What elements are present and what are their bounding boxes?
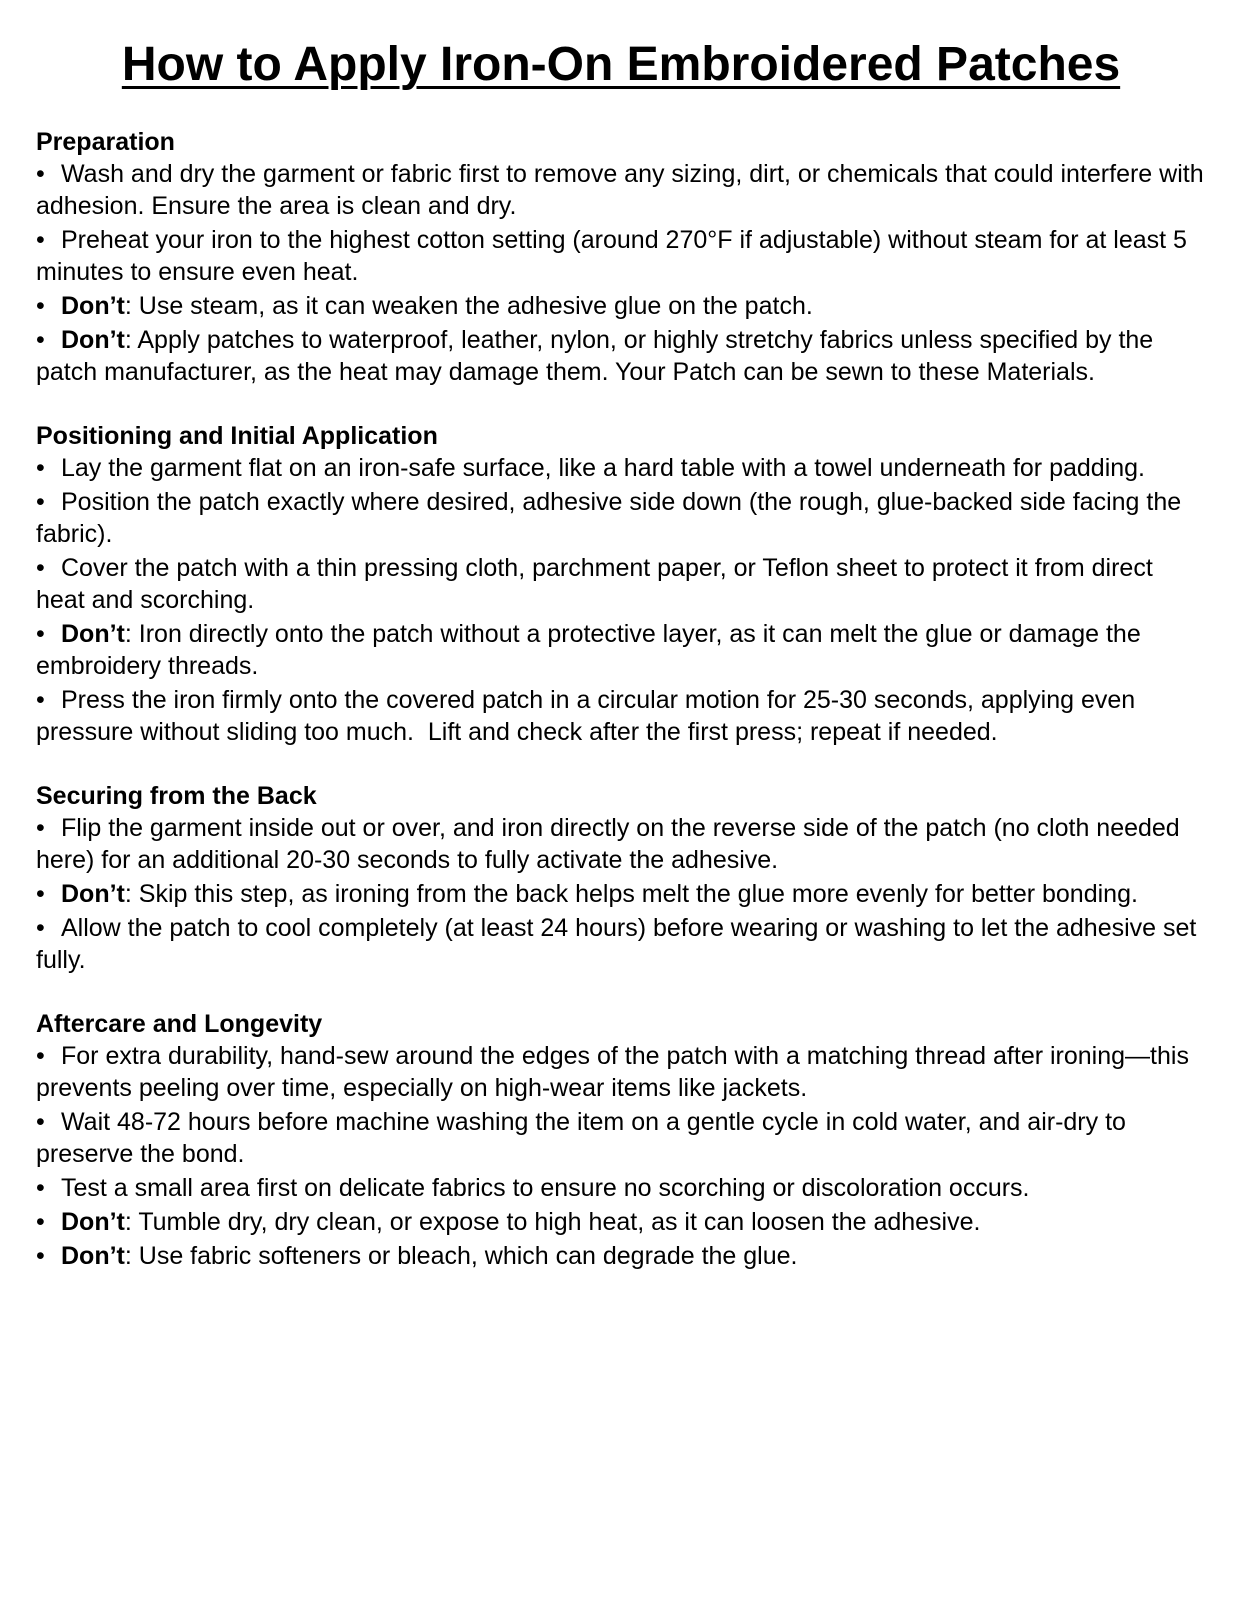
bullet-icon: •: [36, 1108, 45, 1136]
item-text: Wait 48-72 hours before machine washing the item on a gentle cycle in cold water, and air-dry to preserve the bond.: [36, 1108, 1161, 1168]
section-positioning-and-initial-application: [36, 420, 1206, 748]
section-aftercare-and-longevity: [36, 1008, 1206, 1272]
item-text: : Use fabric softeners or bleach, which can degrade the glue.: [124, 1242, 798, 1270]
bullet-icon: •: [36, 814, 45, 842]
item-text: Test a small area first on delicate fabrics to ensure no scorching or discoloration occurs.: [61, 1174, 1030, 1202]
section-securing-from-the-back: [36, 780, 1206, 976]
dont-label: Don’t: [61, 1242, 125, 1270]
section-heading: Preparation: [36, 128, 175, 156]
document-body: [36, 126, 1211, 1272]
item-text: : Apply patches to waterproof, leather, nylon, or highly stretchy fabrics unless specified by the patch manufacturer, as the heat may damage them. Your Patch can be sewn to these Materials.: [36, 326, 1161, 386]
list-item: [36, 324, 1206, 388]
item-text: : Use steam, as it can weaken the adhesive glue on the patch.: [124, 292, 813, 320]
bullet-icon: •: [36, 554, 45, 582]
item-text: Flip the garment inside out or over, and iron directly on the reverse side of the patch (no cloth needed here) for an additional 20-30 seconds to fully activate the adhesive.: [36, 814, 1187, 874]
list-item: [36, 552, 1206, 616]
dont-label: Don’t: [61, 620, 125, 648]
bullet-icon: •: [36, 880, 45, 908]
list-item: [36, 486, 1206, 550]
bullet-icon: •: [36, 488, 45, 516]
dont-label: Don’t: [61, 1208, 125, 1236]
dont-label: Don’t: [61, 326, 125, 354]
bullet-icon: •: [36, 620, 45, 648]
list-item: [36, 1240, 1206, 1272]
item-text: Press the iron firmly onto the covered patch in a circular motion for 25-30 seconds, applying even pressure without sliding too much. Lift and check after the first press; repeat if needed.: [36, 686, 1143, 746]
section-heading: Positioning and Initial Application: [36, 422, 438, 450]
item-text: : Tumble dry, dry clean, or expose to high heat, as it can loosen the adhesive.: [124, 1208, 981, 1236]
item-text: Cover the patch with a thin pressing cloth, parchment paper, or Teflon sheet to protect it from direct heat and scorching.: [36, 554, 1160, 614]
section-heading: Aftercare and Longevity: [36, 1010, 323, 1038]
item-text: Preheat your iron to the highest cotton setting (around 270°F if adjustable) without steam for at least 5 minutes to ensure even heat.: [36, 226, 1194, 286]
item-text: : Skip this step, as ironing from the back helps melt the glue more evenly for better bonding.: [124, 880, 1138, 908]
item-text: Wash and dry the garment or fabric first to remove any sizing, dirt, or chemicals that could interfere with adhesion. Ensure the area is clean and dry.: [36, 160, 1211, 220]
bullet-icon: •: [36, 1174, 45, 1202]
item-text: Lay the garment flat on an iron-safe surface, like a hard table with a towel underneath for padding.: [61, 454, 1145, 482]
list-item: [36, 1172, 1206, 1204]
bullet-icon: •: [36, 1208, 45, 1236]
list-item: [36, 1040, 1206, 1104]
item-text: Position the patch exactly where desired, adhesive side down (the rough, glue-backed side facing the fabric).: [36, 488, 1189, 548]
document-title: How to Apply Iron-On Embroidered Patches: [121, 38, 1121, 91]
bullet-icon: •: [36, 292, 45, 320]
bullet-icon: •: [36, 1242, 45, 1270]
bullet-icon: •: [36, 1042, 45, 1070]
section-heading: Securing from the Back: [36, 782, 317, 810]
bullet-icon: •: [36, 226, 45, 254]
list-item: [36, 290, 1206, 322]
list-item: [36, 1106, 1206, 1170]
bullet-icon: •: [36, 160, 45, 188]
list-item: [36, 1206, 1206, 1238]
bullet-icon: •: [36, 326, 45, 354]
bullet-icon: •: [36, 454, 45, 482]
list-item: [36, 812, 1206, 876]
list-item: [36, 618, 1206, 682]
list-item: [36, 158, 1211, 222]
dont-label: Don’t: [61, 292, 125, 320]
dont-label: Don’t: [61, 880, 125, 908]
section-preparation: [36, 126, 1211, 388]
bullet-icon: •: [36, 914, 45, 942]
list-item: [36, 878, 1206, 910]
item-text: For extra durability, hand-sew around the edges of the patch with a matching thread after ironing—this prevents peeling over time, especially on high-wear items like jackets.: [36, 1042, 1196, 1102]
list-item: [36, 912, 1206, 976]
bullet-icon: •: [36, 686, 45, 714]
item-text: : Iron directly onto the patch without a protective layer, as it can melt the glue or damage the embroidery threads.: [36, 620, 1148, 680]
list-item: [36, 224, 1206, 288]
list-item: [36, 684, 1206, 748]
item-text: Allow the patch to cool completely (at least 24 hours) before wearing or washing to let the adhesive set fully.: [36, 914, 1204, 974]
document-page: [36, 32, 1211, 1304]
list-item: [36, 452, 1206, 484]
